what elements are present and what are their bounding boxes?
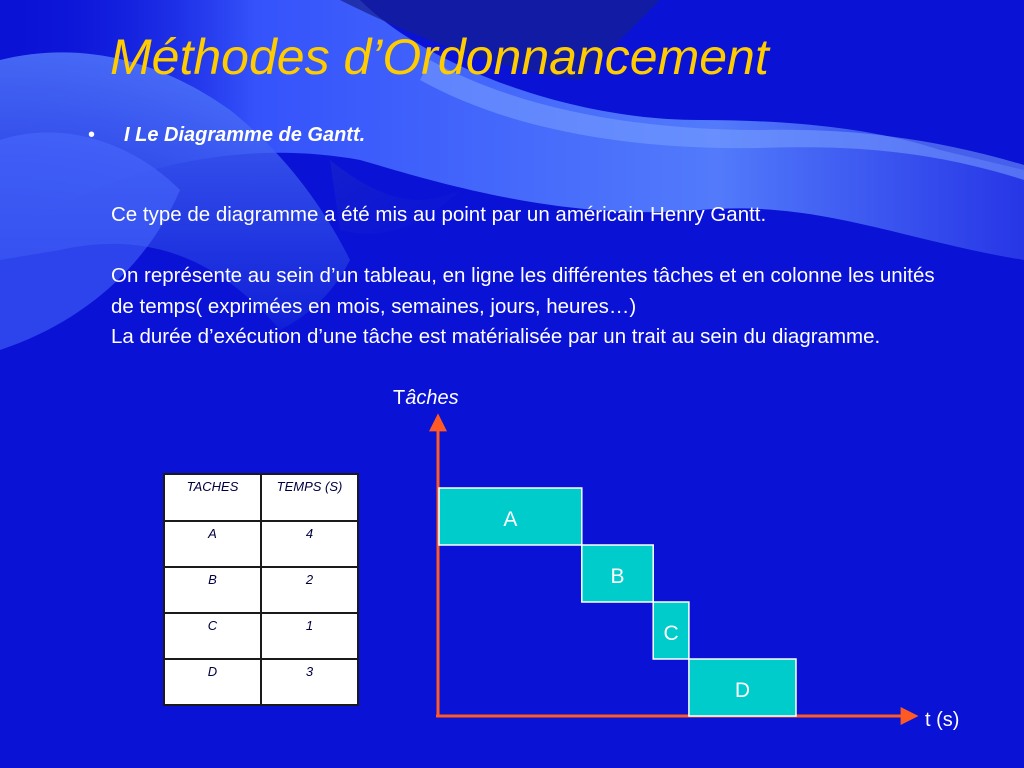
bullet-text: I Le Diagramme de Gantt. <box>124 124 366 146</box>
table-header: TACHES <box>164 474 261 521</box>
table-cell: 3 <box>261 659 358 705</box>
x-axis-label: t (s) <box>925 709 960 731</box>
gantt-bar-label: A <box>503 508 518 531</box>
table-cell: A <box>164 521 261 567</box>
table-cell: D <box>164 659 261 705</box>
gantt-bar-label: D <box>734 679 751 702</box>
table-cell: 2 <box>261 567 358 613</box>
table-cell: 1 <box>261 613 358 659</box>
paragraph-3: La durée d’exécution d’une tâche est matérialisée par un trait au sein du diagramme. <box>111 325 881 348</box>
page-title: Méthodes d’Ordonnancement <box>110 29 769 85</box>
table-cell: 4 <box>261 521 358 567</box>
y-axis-label-rest: âches <box>405 387 459 409</box>
gantt-bar-label: C <box>663 622 679 645</box>
y-axis-label-prefix: T <box>393 387 406 409</box>
paragraph-2: On représente au sein d’un tableau, en ligne les différentes tâches et en colonne les unités de temps( exprimées en mois, semaines, jours, heures…) <box>111 264 935 318</box>
table-header: TEMPS (S) <box>261 474 358 521</box>
bullet-icon: • <box>88 124 96 146</box>
gantt-bar-label: B <box>610 565 625 588</box>
table-cell: C <box>164 613 261 659</box>
table-cell: B <box>164 567 261 613</box>
paragraph-1: Ce type de diagramme a été mis au point par un américain Henry Gantt. <box>111 203 767 226</box>
